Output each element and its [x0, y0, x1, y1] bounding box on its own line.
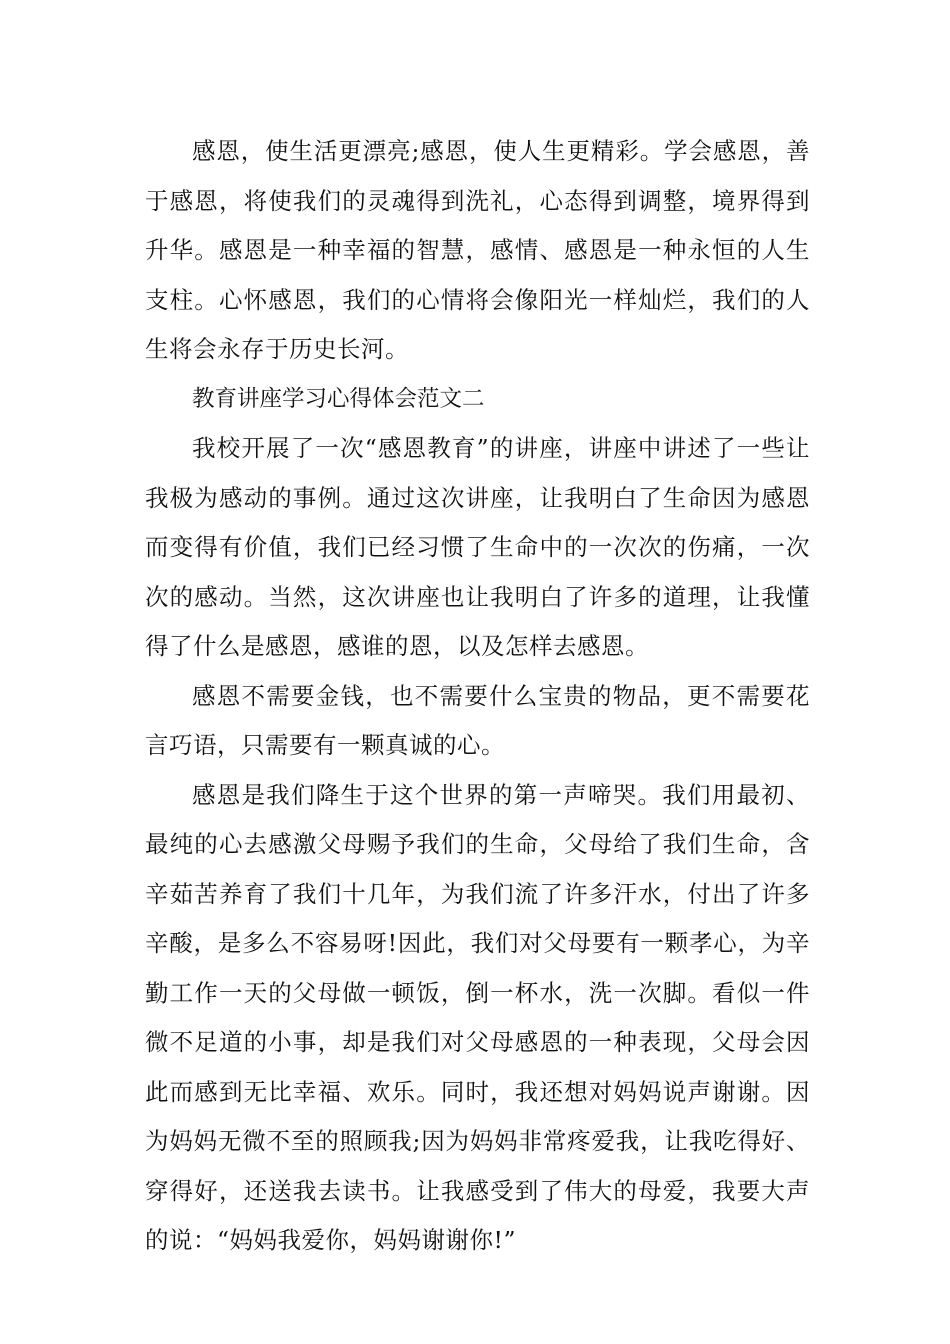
paragraph-sincere-heart: 感恩不需要金钱，也不需要什么宝贵的物品，更不需要花言巧语，只需要有一颗真诚的心。 [145, 681, 810, 759]
paragraph-lecture-intro: 我校开展了一次“感恩教育”的讲座，讲座中讲述了一些让我极为感动的事例。通过这次讲座，让我明白了生命因为感恩而变得有价值，我们已经习惯了生命中的一次次的伤痛，一次次的感动。当然，这次讲座也让我明白了许多的道理，让我懂得了什么是感恩，感谁的恩，以及怎样去感恩。 [145, 434, 810, 660]
document-body [145, 127, 810, 1266]
paragraph-gratitude-summary: 感恩，使生活更漂亮;感恩，使人生更精彩。学会感恩，善于感恩，将使我们的灵魂得到洗礼，心态得到调整，境界得到升华。感恩是一种幸福的智慧，感情、感恩是一种永恒的人生支柱。心怀感恩，我们的心情将会像阳光一样灿烂，我们的人生将会永存于历史长河。 [145, 137, 810, 363]
paragraph-parents-gratitude: 感恩是我们降生于这个世界的第一声啼哭。我们用最初、最纯的心去感激父母赐予我们的生命，父母给了我们生命，含辛茹苦养育了我们十几年，为我们流了许多汗水，付出了许多辛酸，是多么不容易呀!因此，我们对父母要有一颗孝心，为辛勤工作一天的父母做一顿饭，倒一杯水，洗一次脚。看似一件微不足道的小事，却是我们对父母感恩的一种表现，父母会因此而感到无比幸福、欢乐。同时，我还想对妈妈说声谢谢。因为妈妈无微不至的照顾我;因为妈妈非常疼爱我，让我吃得好、穿得好，还送我去读书。让我感受到了伟大的母爱，我要大声的说：“妈妈我爱你，妈妈谢谢你!” [145, 780, 810, 1254]
section-heading: 教育讲座学习心得体会范文二 [192, 385, 485, 412]
